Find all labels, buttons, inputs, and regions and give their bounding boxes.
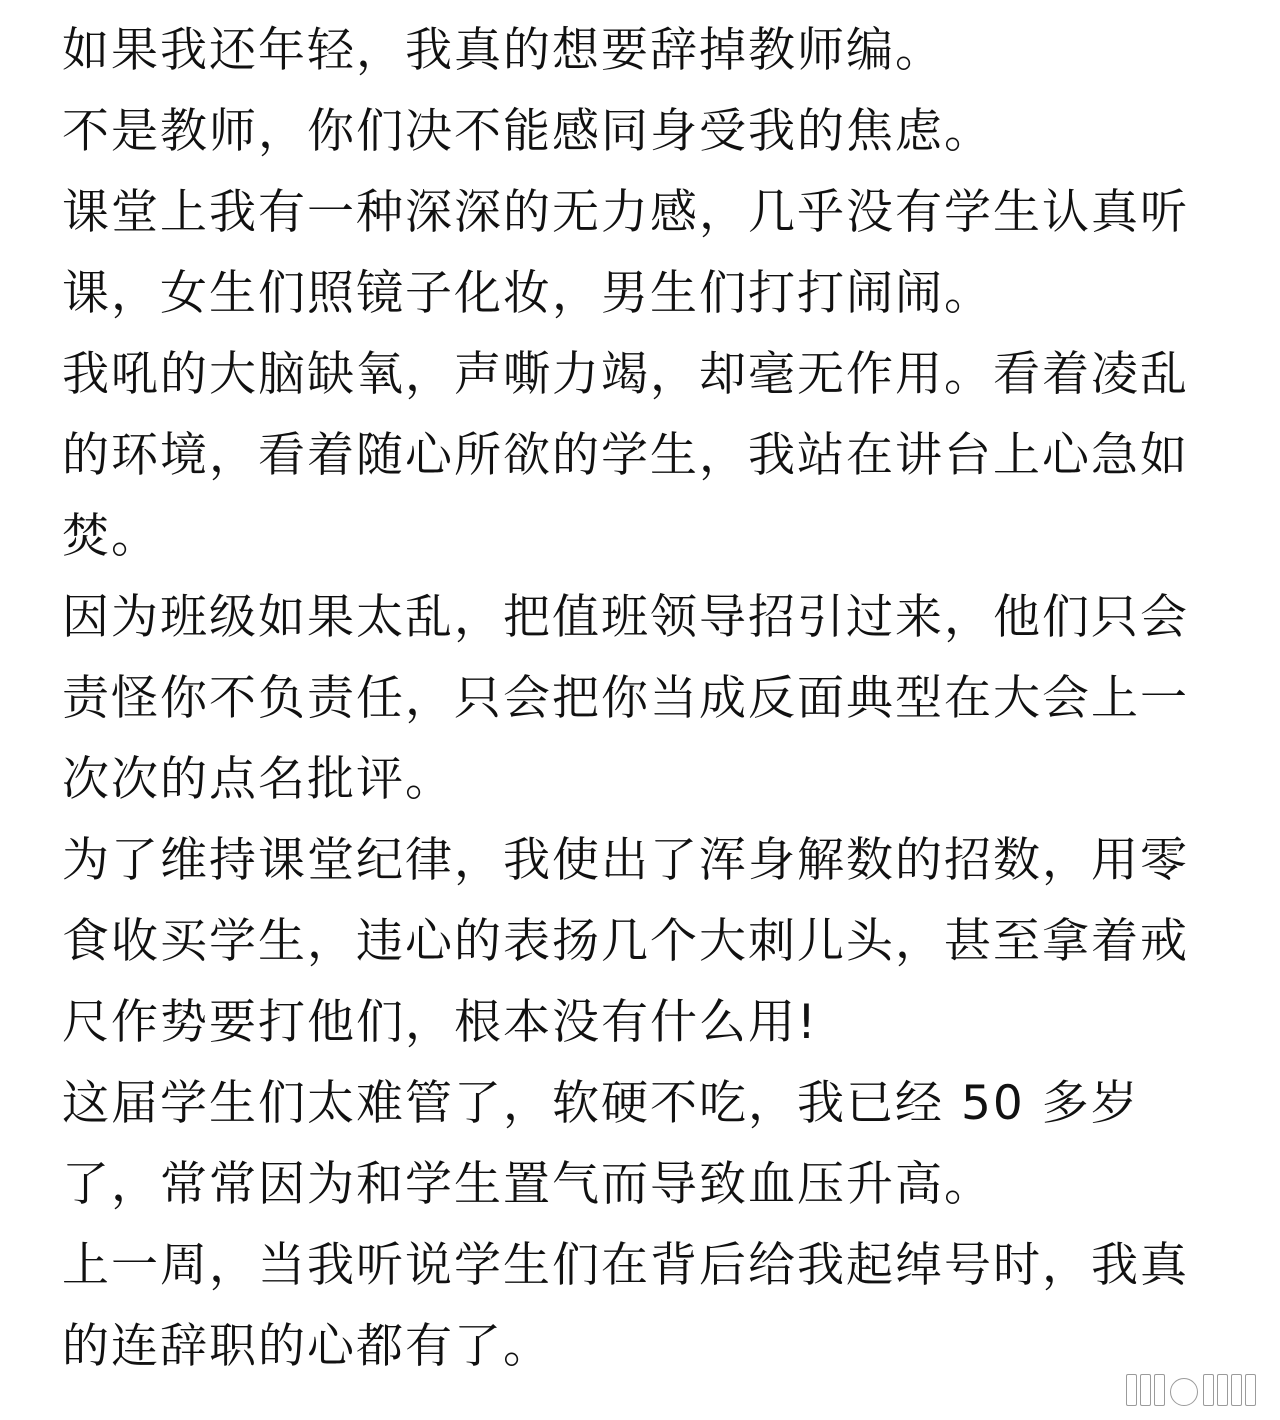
watermark-bar-icon: [1245, 1374, 1256, 1406]
article-body: [62, 10, 1222, 1387]
watermark-logo: [1126, 1374, 1256, 1406]
paragraph-1: 如果我还年轻，我真的想要辞掉教师编。: [62, 23, 944, 78]
paragraph-2: 不是教师，你们决不能感同身受我的焦虑。: [62, 104, 993, 159]
watermark-bar-icon: [1231, 1374, 1242, 1406]
paragraph-3: 课堂上我有一种深深的无力感，几乎没有学生认真听课，女生们照镜子化妆，男生们打打闹闹。: [62, 185, 1189, 321]
watermark-bar-icon: [1154, 1374, 1165, 1406]
watermark-bar-icon: [1126, 1374, 1137, 1406]
paragraph-7: 这届学生们太难管了，软硬不吃，我已经 50 多岁了，常常因为和学生置气而导致血压升高。: [62, 1076, 1140, 1212]
paragraph-5: 因为班级如果太乱，把值班领导招引过来，他们只会责怪你不负责任，只会把你当成反面典型在大会上一次次的点名批评。: [62, 590, 1189, 807]
watermark-bar-icon: [1203, 1374, 1214, 1406]
watermark-circle-icon: [1170, 1378, 1198, 1406]
paragraph-8: 上一周，当我听说学生们在背后给我起绰号时，我真的连辞职的心都有了。: [62, 1238, 1189, 1374]
watermark-bar-icon: [1217, 1374, 1228, 1406]
watermark-bar-icon: [1140, 1374, 1151, 1406]
paragraph-4: 我吼的大脑缺氧，声嘶力竭，却毫无作用。看着凌乱的环境，看着随心所欲的学生，我站在讲台上心急如焚。: [62, 347, 1189, 564]
paragraph-6: 为了维持课堂纪律，我使出了浑身解数的招数，用零食收买学生，违心的表扬几个大刺儿头，甚至拿着戒尺作势要打他们，根本没有什么用!: [62, 833, 1189, 1050]
